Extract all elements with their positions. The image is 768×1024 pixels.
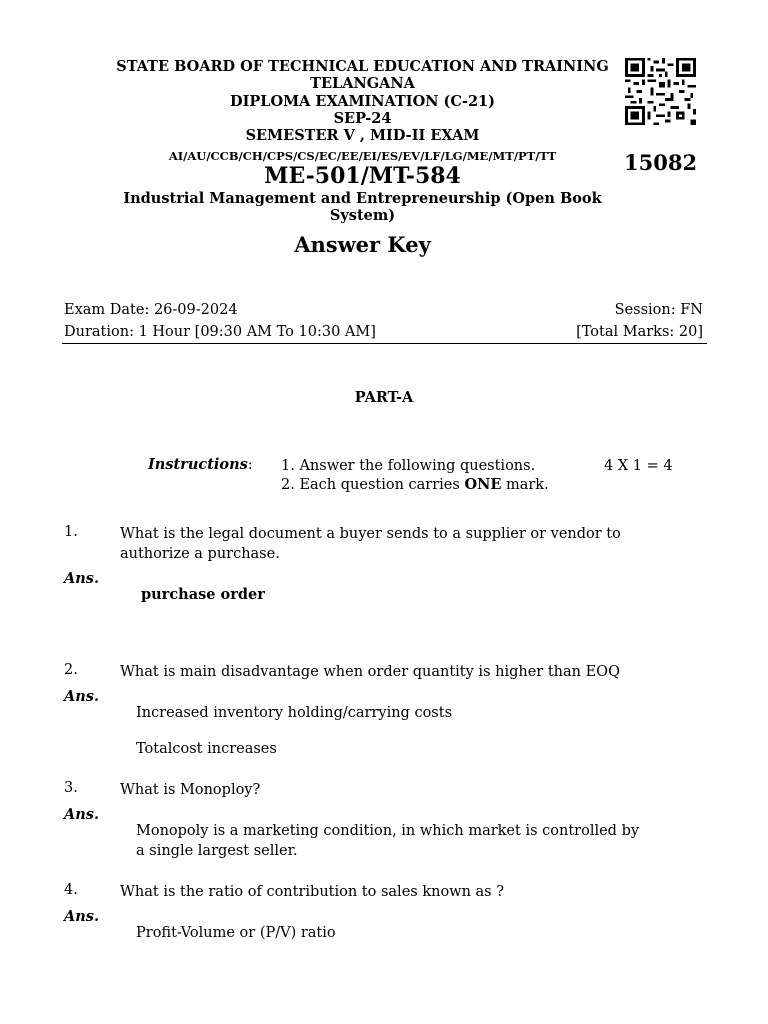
question-number: 3. xyxy=(64,780,78,796)
answer-text: purchase order xyxy=(141,586,265,603)
state-name: TELANGANA xyxy=(310,75,415,92)
session: Session: FN xyxy=(614,302,703,318)
session-month: SEP-24 xyxy=(333,110,392,127)
question-text: What is the legal document a buyer sends to a supplier or vendor to authorize a purchase. xyxy=(120,526,621,562)
paper-number: 15082 xyxy=(624,150,698,175)
part-heading: PART-A xyxy=(354,389,414,406)
question-number: 4. xyxy=(64,882,78,898)
subject-code: ME-501/MT-584 xyxy=(264,163,461,189)
question-text: What is Monoploy? xyxy=(120,782,261,798)
answer-text: Profit-Volume or (P/V) ratio xyxy=(136,925,336,941)
question-number: 2. xyxy=(64,662,78,678)
divider xyxy=(62,343,707,344)
answer-text: Increased inventory holding/carrying costs xyxy=(136,705,453,721)
total-marks: [Total Marks: 20] xyxy=(576,324,703,340)
doc-type-title: Answer Key xyxy=(294,232,431,257)
answer-label: Ans. xyxy=(64,570,100,587)
question-number: 1. xyxy=(64,524,78,540)
semester: SEMESTER V , MID-II EXAM xyxy=(245,127,480,144)
answer-label: Ans. xyxy=(64,688,100,705)
branches: AI/AU/CCB/CH/CPS/CS/EC/EE/EI/ES/EV/LF/LG/ME/MT/PT/TT xyxy=(168,149,557,163)
answer-label: Ans. xyxy=(64,806,100,823)
exam-date: Exam Date: 26-09-2024 xyxy=(64,302,238,318)
answer-text: Monopoly is a marketing condition, in which market is controlled by a single largest seller. xyxy=(136,823,640,859)
question-text: What is the ratio of contribution to sales known as ? xyxy=(120,884,505,900)
exam-name: DIPLOMA EXAMINATION (C-21) xyxy=(230,93,495,110)
instruction-1: 1. Answer the following questions. xyxy=(281,458,536,474)
instruction-2: 2. Each question carries ONE mark. xyxy=(281,476,549,493)
duration: Duration: 1 Hour [09:30 AM To 10:30 AM] xyxy=(64,324,376,340)
subject-name: Industrial Management and Entrepreneurship (Open Book System) xyxy=(123,190,602,224)
instructions-label: Instructions: xyxy=(148,456,253,473)
answer-label: Ans. xyxy=(64,908,100,925)
board-name: STATE BOARD OF TECHNICAL EDUCATION AND TRAINING xyxy=(116,58,609,75)
question-text: What is main disadvantage when order quantity is higher than EOQ xyxy=(120,664,620,680)
qr-code-icon xyxy=(625,58,696,125)
answer-text: Totalcost increases xyxy=(136,741,277,757)
marks-scheme: 4 X 1 = 4 xyxy=(604,458,673,474)
